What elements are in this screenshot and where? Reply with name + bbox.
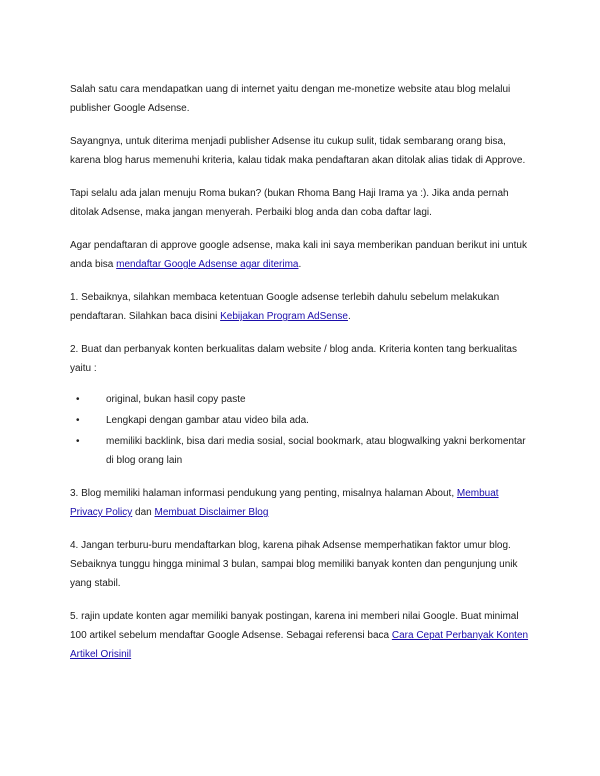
paragraph-guide-end: . xyxy=(298,259,302,270)
link-privacy-policy[interactable]: Membuat Privacy Policy xyxy=(70,488,499,518)
list-item: • memiliki backlink, bisa dari media sosial, social bookmark, atau blogwalking yakni berkomentar di blog orang lain xyxy=(70,432,532,470)
link-kebijakan-adsense[interactable]: Kebijakan Program AdSense xyxy=(220,311,348,322)
step-3-mid: dan xyxy=(132,507,155,518)
list-item: • original, bukan hasil copy paste xyxy=(70,390,532,409)
step-1-end: . xyxy=(347,311,351,322)
paragraph-guide-text: Agar pendaftaran di approve google adsense, maka kali ini saya memberikan panduan berikut ini untuk anda bisa xyxy=(70,240,527,270)
paragraph-guide xyxy=(70,236,532,274)
paragraph-intro: Salah satu cara mendapatkan uang di internet yaitu dengan me-monetize website atau blog melalui publisher Google Adsense. xyxy=(70,84,511,114)
link-disclaimer-blog[interactable]: Membuat Disclaimer Blog xyxy=(154,507,269,518)
document-page xyxy=(70,80,532,678)
paragraph-step-3 xyxy=(70,484,532,522)
paragraph-encouragement: Tapi selalu ada jalan menuju Roma bukan? (bukan Rhoma Bang Haji Irama ya :). Jika anda pernah ditolak Adsense, maka jangan menyerah. Perbaiki blog anda dan coba daftar lagi. xyxy=(70,188,509,218)
paragraph-step-4: 4. Jangan terburu-buru mendaftarkan blog, karena pihak Adsense memperhatikan faktor umur blog. Sebaiknya tunggu hingga minimal 3 bulan, sampai blog memiliki banyak konten dan pengunjung unik yang stabil. xyxy=(70,540,518,589)
step-3-text: 3. Blog memiliki halaman informasi pendukung yang penting, misalnya halaman About, xyxy=(70,488,457,499)
list-item: • Lengkapi dengan gambar atau video bila ada. xyxy=(70,411,532,430)
criteria-list xyxy=(70,390,532,470)
paragraph-difficulty: Sayangnya, untuk diterima menjadi publisher Adsense itu cukup sulit, tidak sembarang orang bisa, karena blog harus memenuhi kriteria, kalau tidak maka pendaftaran akan ditolak alias tidak di Approve. xyxy=(70,136,526,166)
step-1-text: 1. Sebaiknya, silahkan membaca ketentuan Google adsense terlebih dahulu sebelum melakukan pendaftaran. Silahkan baca disini xyxy=(70,292,500,322)
link-daftar-adsense[interactable]: mendaftar Google Adsense agar diterima xyxy=(116,259,299,270)
link-cara-cepat[interactable]: Cara Cepat Perbanyak Konten Artikel Orisinil xyxy=(70,630,529,660)
paragraph-step-5 xyxy=(70,607,532,664)
paragraph-step-1 xyxy=(70,288,532,326)
paragraph-step-2: 2. Buat dan perbanyak konten berkualitas dalam website / blog anda. Kriteria konten tang berkualitas yaitu : xyxy=(70,344,517,374)
step-5-text: 5. rajin update konten agar memiliki banyak postingan, karena ini memberi nilai Google. Buat minimal 100 artikel sebelum mendaftar Google Adsense. Sebagai referensi baca xyxy=(70,611,519,641)
